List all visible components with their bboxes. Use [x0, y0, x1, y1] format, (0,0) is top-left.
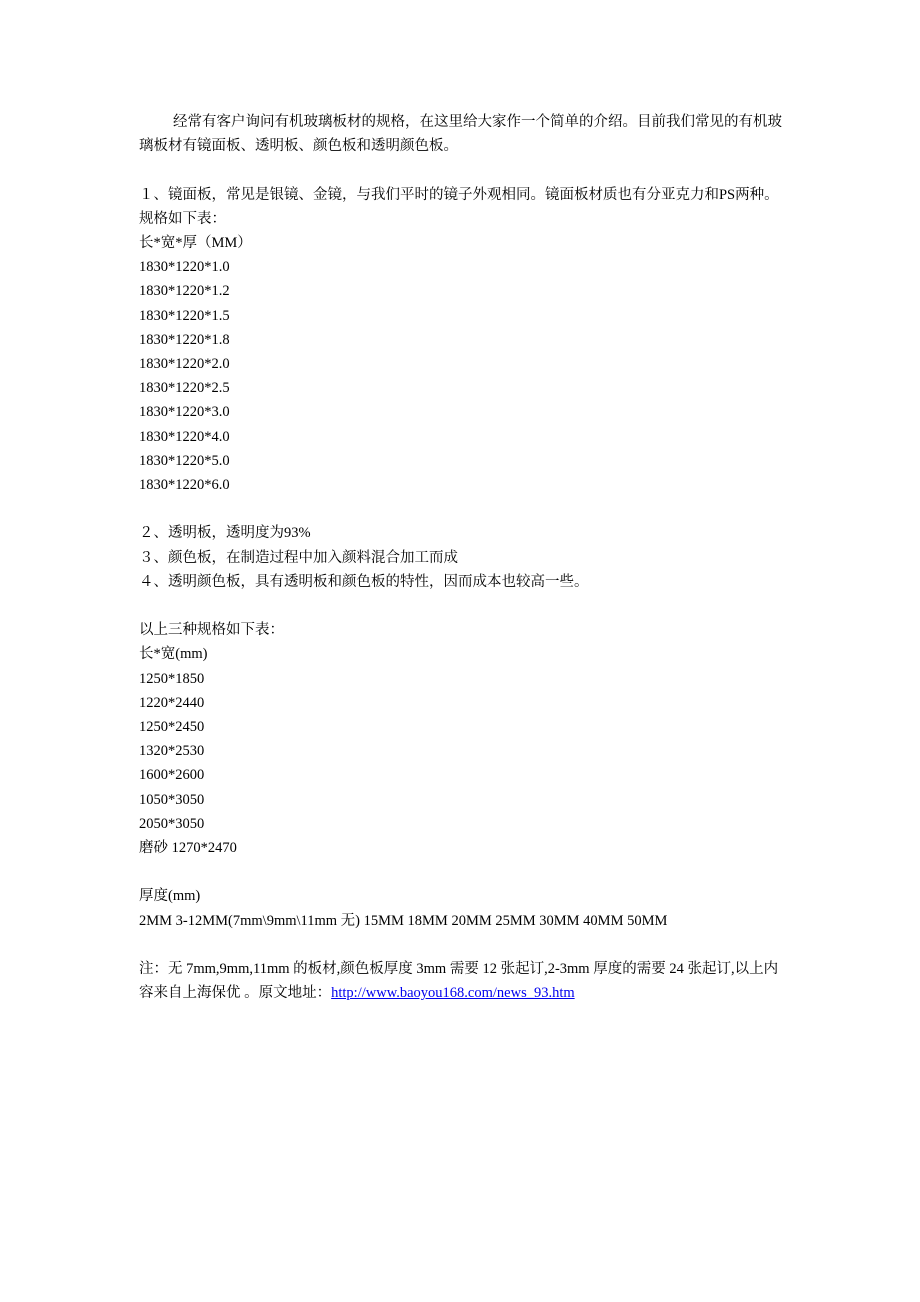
- size-row: 1220*2440: [139, 694, 205, 711]
- mirror-spec-list: [139, 255, 784, 497]
- mirror-spec-row: 1830*1220*3.0: [139, 404, 230, 421]
- size-row: 1600*2600: [139, 767, 205, 784]
- mirror-spec-row: 1830*1220*5.0: [139, 452, 230, 469]
- size-row: 2050*3050: [139, 815, 205, 832]
- section-clear-board: ２、透明板，透明度为93%: [139, 525, 311, 542]
- mirror-spec-row: 1830*1220*2.5: [139, 380, 230, 397]
- document-body: [139, 110, 784, 1005]
- size-row: 1320*2530: [139, 743, 205, 760]
- intro-paragraph: 经常有客户询问有机玻璃板材的规格，在这里给大家作一个简单的介绍。目前我们常见的有机玻璃板材有镜面板、透明板、颜色板和透明颜色板。: [139, 114, 782, 155]
- section-mirror-board: １、镜面板，常见是银镜、金镜，与我们平时的镜子外观相同。镜面板材质也有分亚克力和PS两种。规格如下表：: [139, 186, 779, 227]
- spacer: [139, 158, 784, 182]
- sizes-header: 长*宽(mm): [139, 646, 208, 663]
- thickness-values: 2MM 3-12MM(7mm\9mm\11mm 无) 15MM 18MM 20MM 25MM 30MM 40MM 50MM: [139, 912, 668, 929]
- mirror-spec-row: 1830*1220*2.0: [139, 356, 230, 373]
- source-link[interactable]: http://www.baoyou168.com/news_93.htm: [331, 985, 575, 1002]
- note-text: 注：无 7mm,9mm,11mm 的板材,颜色板厚度 3mm 需要 12 张起订,2-3mm 厚度的需要 24 张起订,以上内容来自上海保优 。原文地址：: [139, 961, 779, 1002]
- sizes-title: 以上三种规格如下表：: [139, 622, 284, 639]
- thickness-title: 厚度(mm): [139, 888, 201, 905]
- size-row: 1050*3050: [139, 791, 205, 808]
- note-paragraph: [139, 957, 784, 1005]
- mirror-spec-row: 1830*1220*1.8: [139, 331, 230, 348]
- mirror-spec-row: 1830*1220*6.0: [139, 477, 230, 494]
- spacer: [139, 497, 784, 521]
- mirror-spec-header: 长*宽*厚（MM）: [139, 235, 252, 251]
- mirror-spec-row: 1830*1220*4.0: [139, 428, 230, 445]
- spacer: [139, 933, 784, 957]
- spacer: [139, 860, 784, 884]
- sizes-list: [139, 667, 784, 861]
- size-row: 1250*2450: [139, 719, 205, 736]
- section-color-board: ３、颜色板，在制造过程中加入颜料混合加工而成: [139, 549, 458, 566]
- size-row: 1250*1850: [139, 670, 205, 687]
- mirror-spec-row: 1830*1220*1.0: [139, 259, 230, 276]
- spacer: [139, 594, 784, 618]
- mirror-spec-row: 1830*1220*1.2: [139, 283, 230, 300]
- size-row: 磨砂 1270*2470: [139, 840, 237, 857]
- section-clear-color-board: ４、透明颜色板，具有透明板和颜色板的特性，因而成本也较高一些。: [139, 573, 589, 590]
- mirror-spec-row: 1830*1220*1.5: [139, 307, 230, 324]
